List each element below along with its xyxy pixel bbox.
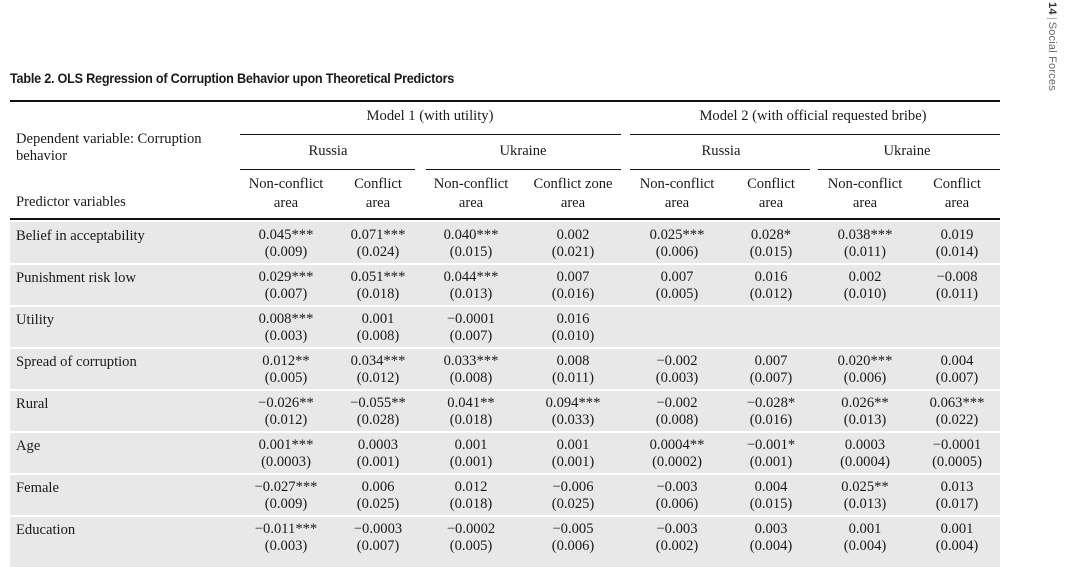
table-cell <box>259 437 314 471</box>
column-heading <box>354 175 402 213</box>
standard-error: (0.011) <box>843 244 887 260</box>
country-heading: Ukraine <box>499 143 547 159</box>
coefficient: 0.008*** <box>258 311 314 327</box>
table-cell <box>259 311 314 345</box>
coefficient: 0.071*** <box>350 227 406 243</box>
table-cell <box>255 521 317 555</box>
coefficient: 0.045*** <box>258 227 314 243</box>
model2-rule <box>630 134 1000 135</box>
standard-error: (0.003) <box>264 328 308 344</box>
coefficient: 0.007 <box>754 353 788 369</box>
coefficient: 0.007 <box>556 269 590 285</box>
standard-error: (0.025) <box>356 496 400 512</box>
standard-error: (0.004) <box>843 538 887 554</box>
column-heading-line: Non-conflict <box>433 176 509 192</box>
table-cell <box>258 395 314 429</box>
coefficient: −0.006 <box>552 479 594 495</box>
table-cell <box>357 479 400 513</box>
column-heading-line: area <box>560 195 586 211</box>
standard-error: (0.025) <box>551 496 595 512</box>
coefficient: 0.008 <box>556 353 590 369</box>
table-cell <box>656 395 699 429</box>
coefficient: −0.055** <box>350 395 406 411</box>
standard-error: (0.016) <box>749 412 793 428</box>
column-heading-line: area <box>944 195 970 211</box>
row-label: Rural <box>16 396 49 412</box>
coefficient: 0.019 <box>940 227 974 243</box>
coefficient: 0.012** <box>262 353 310 369</box>
coefficient: −0.008 <box>936 269 978 285</box>
column-heading-line: Non-conflict <box>639 176 715 192</box>
coefficient: 0.002 <box>556 227 590 243</box>
standard-error: (0.0002) <box>652 454 702 470</box>
row-separator <box>10 347 1000 349</box>
column-heading <box>249 175 324 213</box>
column-heading-line: area <box>365 195 391 211</box>
coefficient: 0.033*** <box>443 353 499 369</box>
standard-error: (0.003) <box>655 370 699 386</box>
coefficient: 0.016 <box>556 311 590 327</box>
russia-m1-rule <box>240 169 415 170</box>
table-caption: Table 2. OLS Regression of Corruption Behavior upon Theoretical Predictors <box>10 71 455 86</box>
table-cell <box>838 353 893 387</box>
coefficient: 0.025*** <box>649 227 705 243</box>
coefficient: 0.003 <box>754 521 788 537</box>
table-cell <box>930 395 985 429</box>
row-separator <box>10 389 1000 391</box>
standard-error: (0.006) <box>551 538 595 554</box>
table-cell <box>444 227 499 261</box>
header-bottom-rule <box>10 218 1000 220</box>
ukraine-m1-rule <box>426 169 621 170</box>
table-cell <box>750 479 793 513</box>
table-cell <box>936 269 978 303</box>
coefficient: 0.038*** <box>837 227 893 243</box>
table-cell <box>351 353 406 387</box>
table-cell <box>844 269 887 303</box>
coefficient: 0.034*** <box>350 353 406 369</box>
standard-error: (0.009) <box>264 496 308 512</box>
row-label: Spread of corruption <box>16 354 137 370</box>
standard-error: (0.003) <box>264 538 308 554</box>
table-cell <box>259 227 314 261</box>
standard-error: (0.033) <box>551 412 595 428</box>
row-label: Education <box>16 522 76 538</box>
ukraine-m2-rule <box>818 169 1000 170</box>
standard-error: (0.001) <box>551 454 595 470</box>
coefficient: 0.041** <box>447 395 495 411</box>
standard-error: (0.015) <box>749 496 793 512</box>
header-top-rule <box>10 100 1000 102</box>
standard-error: (0.018) <box>356 286 400 302</box>
row-separator <box>10 515 1000 517</box>
table-cell <box>841 395 888 429</box>
coefficient: 0.007 <box>660 269 694 285</box>
table-cell <box>750 269 793 303</box>
standard-error: (0.004) <box>749 538 793 554</box>
table-cell <box>656 353 699 387</box>
standard-error: (0.012) <box>749 286 793 302</box>
table-cell <box>357 311 400 345</box>
standard-error: (0.001) <box>356 454 400 470</box>
table-cell <box>447 311 495 345</box>
row-label: Belief in acceptability <box>16 228 145 244</box>
coefficient: −0.0002 <box>446 521 496 537</box>
coefficient: 0.051*** <box>350 269 406 285</box>
table-cell <box>936 479 979 513</box>
standard-error: (0.005) <box>264 370 308 386</box>
table-cell <box>552 269 595 303</box>
standard-error: (0.007) <box>449 328 493 344</box>
table-cell <box>936 521 979 555</box>
column-heading <box>933 175 981 213</box>
table-cell <box>750 353 793 387</box>
column-heading-line: area <box>664 195 690 211</box>
country-heading: Russia <box>308 143 348 159</box>
table-cell <box>650 227 705 261</box>
table-cell <box>350 395 406 429</box>
column-heading-line: Conflict <box>747 176 795 192</box>
standard-error: (0.008) <box>356 328 400 344</box>
coefficient: 0.0003 <box>844 437 886 453</box>
table-cell <box>936 353 979 387</box>
coefficient: −0.002 <box>656 395 698 411</box>
coefficient: −0.001* <box>746 437 796 453</box>
table-cell <box>552 227 595 261</box>
standard-error: (0.0003) <box>261 454 311 470</box>
column-heading <box>640 175 715 213</box>
russia-m2-rule <box>630 169 810 170</box>
coefficient: 0.001 <box>848 521 882 537</box>
standard-error: (0.018) <box>449 412 493 428</box>
standard-error: (0.006) <box>655 496 699 512</box>
standard-error: (0.002) <box>655 538 699 554</box>
standard-error: (0.028) <box>356 412 400 428</box>
standard-error: (0.011) <box>551 370 595 386</box>
coefficient: −0.011*** <box>254 521 318 537</box>
table-cell <box>351 269 406 303</box>
country-heading: Ukraine <box>883 143 931 159</box>
coefficient: −0.002 <box>656 353 698 369</box>
table-cell <box>844 521 887 555</box>
coefficient: 0.004 <box>754 479 788 495</box>
coefficient: 0.025** <box>841 479 889 495</box>
table-cell <box>656 269 699 303</box>
coefficient: 0.0004** <box>649 437 705 453</box>
table-cell <box>444 353 499 387</box>
table-cell <box>747 437 795 471</box>
standard-error: (0.006) <box>655 244 699 260</box>
standard-error: (0.013) <box>843 496 887 512</box>
coefficient: 0.040*** <box>443 227 499 243</box>
table-cell <box>656 479 699 513</box>
standard-error: (0.015) <box>449 244 493 260</box>
coefficient: −0.0001 <box>932 437 982 453</box>
column-heading-line: Conflict <box>933 176 981 192</box>
standard-error: (0.007) <box>749 370 793 386</box>
standard-error: (0.010) <box>551 328 595 344</box>
table-cell <box>838 227 893 261</box>
column-heading-line: Non-conflict <box>827 176 903 192</box>
table-cell <box>656 521 699 555</box>
table-cell <box>450 437 493 471</box>
coefficient: −0.026** <box>258 395 314 411</box>
standard-error: (0.0004) <box>840 454 890 470</box>
standard-error: (0.007) <box>264 286 308 302</box>
table-cell <box>255 479 318 513</box>
coefficient: −0.003 <box>656 479 698 495</box>
table-cell <box>552 479 595 513</box>
table-cell <box>354 521 402 555</box>
table-cell <box>450 479 493 513</box>
table-cell <box>747 395 795 429</box>
column-heading-line: area <box>458 195 484 211</box>
standard-error: (0.004) <box>935 538 979 554</box>
standard-error: (0.001) <box>749 454 793 470</box>
table-cell <box>840 437 890 471</box>
table-cell <box>750 227 793 261</box>
running-head <box>1044 2 1058 112</box>
coefficient: 0.001 <box>454 437 488 453</box>
coefficient: 0.0003 <box>357 437 399 453</box>
column-heading <box>828 175 903 213</box>
row-separator <box>10 305 1000 307</box>
standard-error: (0.007) <box>935 370 979 386</box>
coefficient: −0.0003 <box>353 521 403 537</box>
coefficient: 0.002 <box>848 269 882 285</box>
standard-error: (0.024) <box>356 244 400 260</box>
coefficient: 0.094*** <box>545 395 601 411</box>
table-cell <box>932 437 982 471</box>
row-label: Utility <box>16 312 55 328</box>
coefficient: 0.028* <box>750 227 792 243</box>
journal-name: Social Forces <box>1046 21 1058 91</box>
standard-error: (0.016) <box>551 286 595 302</box>
standard-error: (0.013) <box>449 286 493 302</box>
coefficient: 0.001*** <box>258 437 314 453</box>
model1-rule <box>240 134 621 135</box>
column-heading-line: Non-conflict <box>248 176 324 192</box>
standard-error: (0.010) <box>843 286 887 302</box>
standard-error: (0.022) <box>935 412 979 428</box>
coefficient: 0.016 <box>754 269 788 285</box>
column-heading-line: area <box>758 195 784 211</box>
column-heading-line: Conflict <box>354 176 402 192</box>
coefficient: −0.005 <box>552 521 594 537</box>
coefficient: 0.020*** <box>837 353 893 369</box>
dependent-variable-line: Dependent variable: Corruption <box>16 131 202 147</box>
row-separator <box>10 263 1000 265</box>
standard-error: (0.001) <box>449 454 493 470</box>
row-label: Female <box>16 480 59 496</box>
coefficient: 0.006 <box>361 479 395 495</box>
standard-error: (0.017) <box>935 496 979 512</box>
table-cell <box>552 521 595 555</box>
country-heading: Russia <box>701 143 741 159</box>
coefficient: 0.001 <box>361 311 395 327</box>
coefficient: −0.003 <box>656 521 698 537</box>
table-cell <box>259 269 314 303</box>
standard-error: (0.005) <box>449 538 493 554</box>
column-heading-line: Conflict zone <box>533 176 613 192</box>
standard-error: (0.014) <box>935 244 979 260</box>
table-cell <box>444 269 499 303</box>
column-heading <box>533 175 612 213</box>
table-cell <box>750 521 793 555</box>
table-cell <box>447 521 495 555</box>
dependent-variable-line: behavior <box>16 148 68 164</box>
table-cell <box>546 395 601 429</box>
coefficient: −0.028* <box>746 395 796 411</box>
predictor-variables-label: Predictor variables <box>16 194 126 210</box>
running-head-separator: | <box>1046 16 1058 20</box>
table-cell <box>552 311 595 345</box>
table-cell <box>447 395 494 429</box>
coefficient: −0.0001 <box>446 311 496 327</box>
table-cell <box>552 353 594 387</box>
table-cell <box>841 479 888 513</box>
standard-error: (0.011) <box>935 286 979 302</box>
column-heading-line: area <box>273 195 299 211</box>
standard-error: (0.012) <box>264 412 308 428</box>
model2-heading: Model 2 (with official requested bribe) <box>699 108 927 124</box>
standard-error: (0.015) <box>749 244 793 260</box>
column-heading-line: area <box>852 195 878 211</box>
coefficient: 0.013 <box>940 479 974 495</box>
coefficient: 0.063*** <box>929 395 985 411</box>
standard-error: (0.005) <box>655 286 699 302</box>
dependent-variable-label <box>16 131 202 165</box>
standard-error: (0.008) <box>449 370 493 386</box>
coefficient: 0.001 <box>556 437 590 453</box>
standard-error: (0.008) <box>655 412 699 428</box>
table-cell <box>936 227 979 261</box>
table-cell <box>351 227 406 261</box>
coefficient: −0.027*** <box>254 479 318 495</box>
table-cell <box>650 437 705 471</box>
page-number: 14 <box>1046 2 1058 15</box>
row-separator <box>10 431 1000 433</box>
standard-error: (0.018) <box>449 496 493 512</box>
standard-error: (0.0005) <box>932 454 982 470</box>
table-cell <box>357 437 400 471</box>
model1-heading: Model 1 (with utility) <box>366 108 494 124</box>
standard-error: (0.013) <box>843 412 887 428</box>
coefficient: 0.004 <box>940 353 974 369</box>
standard-error: (0.012) <box>356 370 400 386</box>
standard-error: (0.006) <box>843 370 887 386</box>
table-cell <box>262 353 309 387</box>
row-label: Punishment risk low <box>16 270 136 286</box>
standard-error: (0.009) <box>264 244 308 260</box>
standard-error: (0.021) <box>551 244 595 260</box>
row-label: Age <box>16 438 41 454</box>
coefficient: 0.001 <box>940 521 974 537</box>
coefficient: 0.026** <box>841 395 889 411</box>
standard-error: (0.007) <box>356 538 400 554</box>
column-heading <box>434 175 509 213</box>
coefficient: 0.029*** <box>258 269 314 285</box>
column-heading <box>747 175 795 213</box>
table-cell <box>552 437 595 471</box>
coefficient: 0.044*** <box>443 269 499 285</box>
row-separator <box>10 473 1000 475</box>
coefficient: 0.012 <box>454 479 488 495</box>
